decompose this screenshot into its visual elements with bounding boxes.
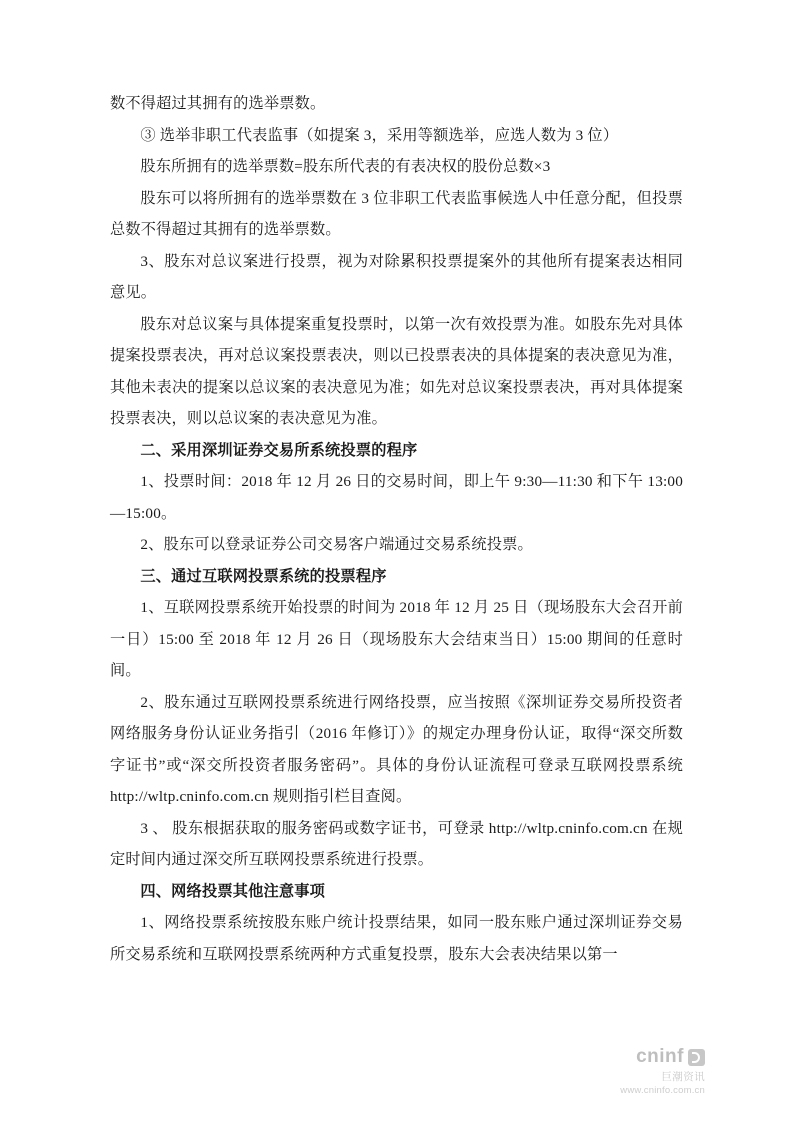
heading-section-three: 三、通过互联网投票系统的投票程序 <box>140 567 387 585</box>
paragraph-broker-client-vote: 2、股东可以登录证券公司交易客户端通过交易系统投票。 <box>140 536 533 553</box>
paragraph-internet-vote-window: 1、互联网投票系统开始投票的时间为 2018 年 12 月 25 日（现场股东大会召开前一日）15:00 至 2018 年 12 月 26 日（现场股东大会结束当日）15:00 期间的任意时间。 <box>110 599 683 679</box>
cninfo-logo <box>620 1046 705 1068</box>
paragraph-voting-time: 1、投票时间：2018 年 12 月 26 日的交易时间，即上午 9:30—11:30 和下午 13:00—15:00。 <box>110 473 683 522</box>
paragraph-other-notes: 1、网络投票系统按股东账户统计投票结果，如同一股东账户通过深圳证券交易所交易系统和互联网投票系统两种方式重复投票，股东大会表决结果以第一 <box>110 914 683 963</box>
paragraph-duplicate-vote-rule: 股东对总议案与具体提案重复投票时，以第一次有效投票为准。如股东先对具体提案投票表决，再对总议案投票表决，则以已投票表决的具体提案的表决意见为准，其他未表决的提案以总议案的表决意见为准；如先对总议案投票表决，再对具体提案投票表决，则以总议案的表决意见为准。 <box>110 315 683 427</box>
cninfo-logo-text: cninf <box>636 1046 684 1067</box>
paragraph-vote-allocation: 股东可以将所拥有的选举票数在 3 位非职工代表监事候选人中任意分配，但投票总数不得超过其拥有的选举票数。 <box>110 189 683 238</box>
heading-section-two: 二、采用深圳证券交易所系统投票的程序 <box>140 441 418 459</box>
paragraph-login-vote: 3 、 股东根据获取的服务密码或数字证书，可登录 http://wltp.cninfo.com.cn 在规定时间内通过深交所互联网投票系统进行投票。 <box>110 819 683 868</box>
footer-url: www.cninfo.com.cn <box>620 1085 705 1096</box>
heading-section-four: 四、网络投票其他注意事项 <box>140 882 326 900</box>
page-footer <box>620 1046 705 1096</box>
paragraph-vote-formula: 股东所拥有的选举票数=股东所代表的有表决权的股份总数×3 <box>140 158 551 175</box>
document-body <box>110 88 683 970</box>
paragraph-item-3: ③ 选举非职工代表监事（如提案 3，采用等额选举，应选人数为 3 位） <box>140 126 619 144</box>
paragraph-identity-authentication: 2、股东通过互联网投票系统进行网络投票，应当按照《深圳证券交易所投资者网络服务身份认证业务指引（2016 年修订）》的规定办理身份认证，取得“深交所数字证书”或“深交所投资者服务密码”。具体的身份认证流程可登录互联网投票系统 http://wltp.cninfo.com.cn 规则指引栏目查阅。 <box>110 693 683 805</box>
paragraph-general-proposal: 3、股东对总议案进行投票，视为对除累积投票提案外的其他所有提案表达相同意见。 <box>110 252 683 301</box>
footer-company-name: 巨潮资讯 <box>661 1071 705 1083</box>
cninfo-mark-icon <box>688 1049 705 1066</box>
paragraph-continued: 数不得超过其拥有的选举票数。 <box>110 95 326 112</box>
